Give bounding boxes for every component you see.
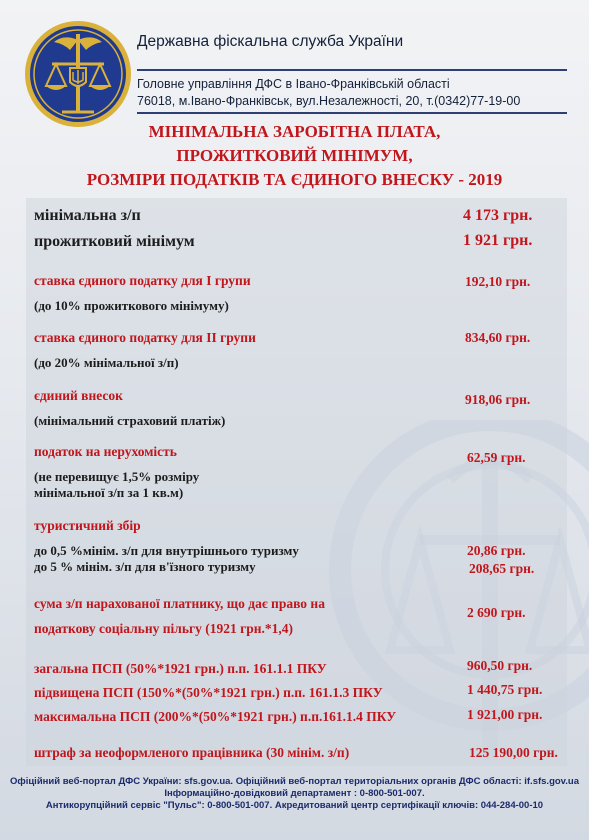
- dfs-emblem-icon: [24, 20, 132, 128]
- psp-general-value: 960,50 грн.: [467, 658, 533, 673]
- fine-label: штраф за неоформленого працівника (30 мінім. з/п): [34, 745, 350, 760]
- tax-benefit-label-2: податкову соціальну пільгу (1921 грн.*1,4): [34, 621, 294, 636]
- esv-value: 918,06 грн.: [465, 392, 531, 407]
- psp-increased-value: 1 440,75 грн.: [467, 682, 543, 697]
- min-wage-label: мінімальна з/п: [34, 207, 141, 224]
- psp-max-label: максимальна ПСП (200%*(50%*1921 грн.) п.п.161.1.4 ПКУ: [34, 709, 397, 724]
- esv-note: (мінімальний страховий платіж): [34, 413, 226, 428]
- group1-tax-note: (до 10% прожиткового мінімуму): [34, 298, 229, 313]
- esv-label: єдиний внесок: [34, 388, 123, 403]
- property-tax-value: 62,59 грн.: [467, 450, 526, 465]
- group2-tax-label: ставка єдиного податку для ІІ групи: [34, 330, 256, 345]
- psp-increased-label: підвищена ПСП (150%*(50%*1921 грн.) п.п. 161.1.3 ПКУ: [34, 685, 383, 700]
- department-name: Головне управління ДФС в Івано-Франківській області: [137, 77, 450, 91]
- organization-name: Державна фіскальна служба України: [137, 33, 404, 50]
- tourist-fee-label: туристичний збір: [34, 518, 141, 533]
- group2-tax-value: 834,60 грн.: [465, 330, 531, 345]
- header-divider: [137, 69, 567, 71]
- page-title-line-1: МІНІМАЛЬНА ЗАРОБІТНА ПЛАТА,: [148, 122, 441, 141]
- footer-portals: Офіційний веб-портал ДФС України: sfs.gov.ua. Офіційний веб-портал територіальних органів ДФС області: if.sfs.gov.ua: [10, 776, 579, 787]
- page-title-line-2: ПРОЖИТКОВИЙ МІНІМУМ,: [176, 146, 413, 165]
- subsistence-label: прожитковий мінімум: [34, 233, 195, 250]
- tax-benefit-value: 2 690 грн.: [467, 605, 526, 620]
- property-tax-note-1: (не перевищує 1,5% розміру: [34, 469, 200, 484]
- department-address: 76018, м.Івано-Франківськ, вул.Незалежності, 20, т.(0342)77-19-00: [137, 94, 521, 108]
- group1-tax-value: 192,10 грн.: [465, 274, 531, 289]
- tourist-fee-internal-label: до 0,5 %мінім. з/п для внутрішнього туризму: [34, 543, 299, 558]
- header-divider: [137, 112, 567, 114]
- tourist-fee-external-label: до 5 % мінім. з/п для в'їзного туризму: [34, 559, 256, 574]
- psp-general-label: загальна ПСП (50%*1921 грн.) п.п. 161.1.1 ПКУ: [34, 661, 327, 676]
- footer: [0, 776, 589, 812]
- fine-value: 125 190,00 грн.: [469, 745, 558, 760]
- psp-max-value: 1 921,00 грн.: [467, 707, 543, 722]
- min-wage-value: 4 173 грн.: [463, 207, 533, 224]
- group1-tax-label: ставка єдиного податку для І групи: [34, 273, 251, 288]
- tourist-fee-internal-value: 20,86 грн.: [467, 543, 526, 558]
- property-tax-label: податок на нерухомість: [34, 444, 177, 459]
- footer-anticorruption: Антикорупційний сервіс "Пульс": 0-800-501-007. Акредитований центр сертифікації ключів: 044-284-00-10: [45, 800, 544, 811]
- property-tax-note-2: мінімальної з/п за 1 кв.м): [34, 485, 184, 500]
- footer-info-department: Інформаційно-довідковий департамент : 0-800-501-007.: [164, 788, 425, 799]
- page-title-line-3: РОЗМІРИ ПОДАТКІВ ТА ЄДИНОГО ВНЕСКУ - 2019: [86, 170, 503, 189]
- tax-benefit-label-1: сума з/п нарахованої платнику, що дає право на: [34, 596, 325, 611]
- group2-tax-note: (до 20% мінімальної з/п): [34, 355, 179, 370]
- tourist-fee-external-value: 208,65 грн.: [469, 561, 535, 576]
- subsistence-value: 1 921 грн.: [463, 232, 533, 249]
